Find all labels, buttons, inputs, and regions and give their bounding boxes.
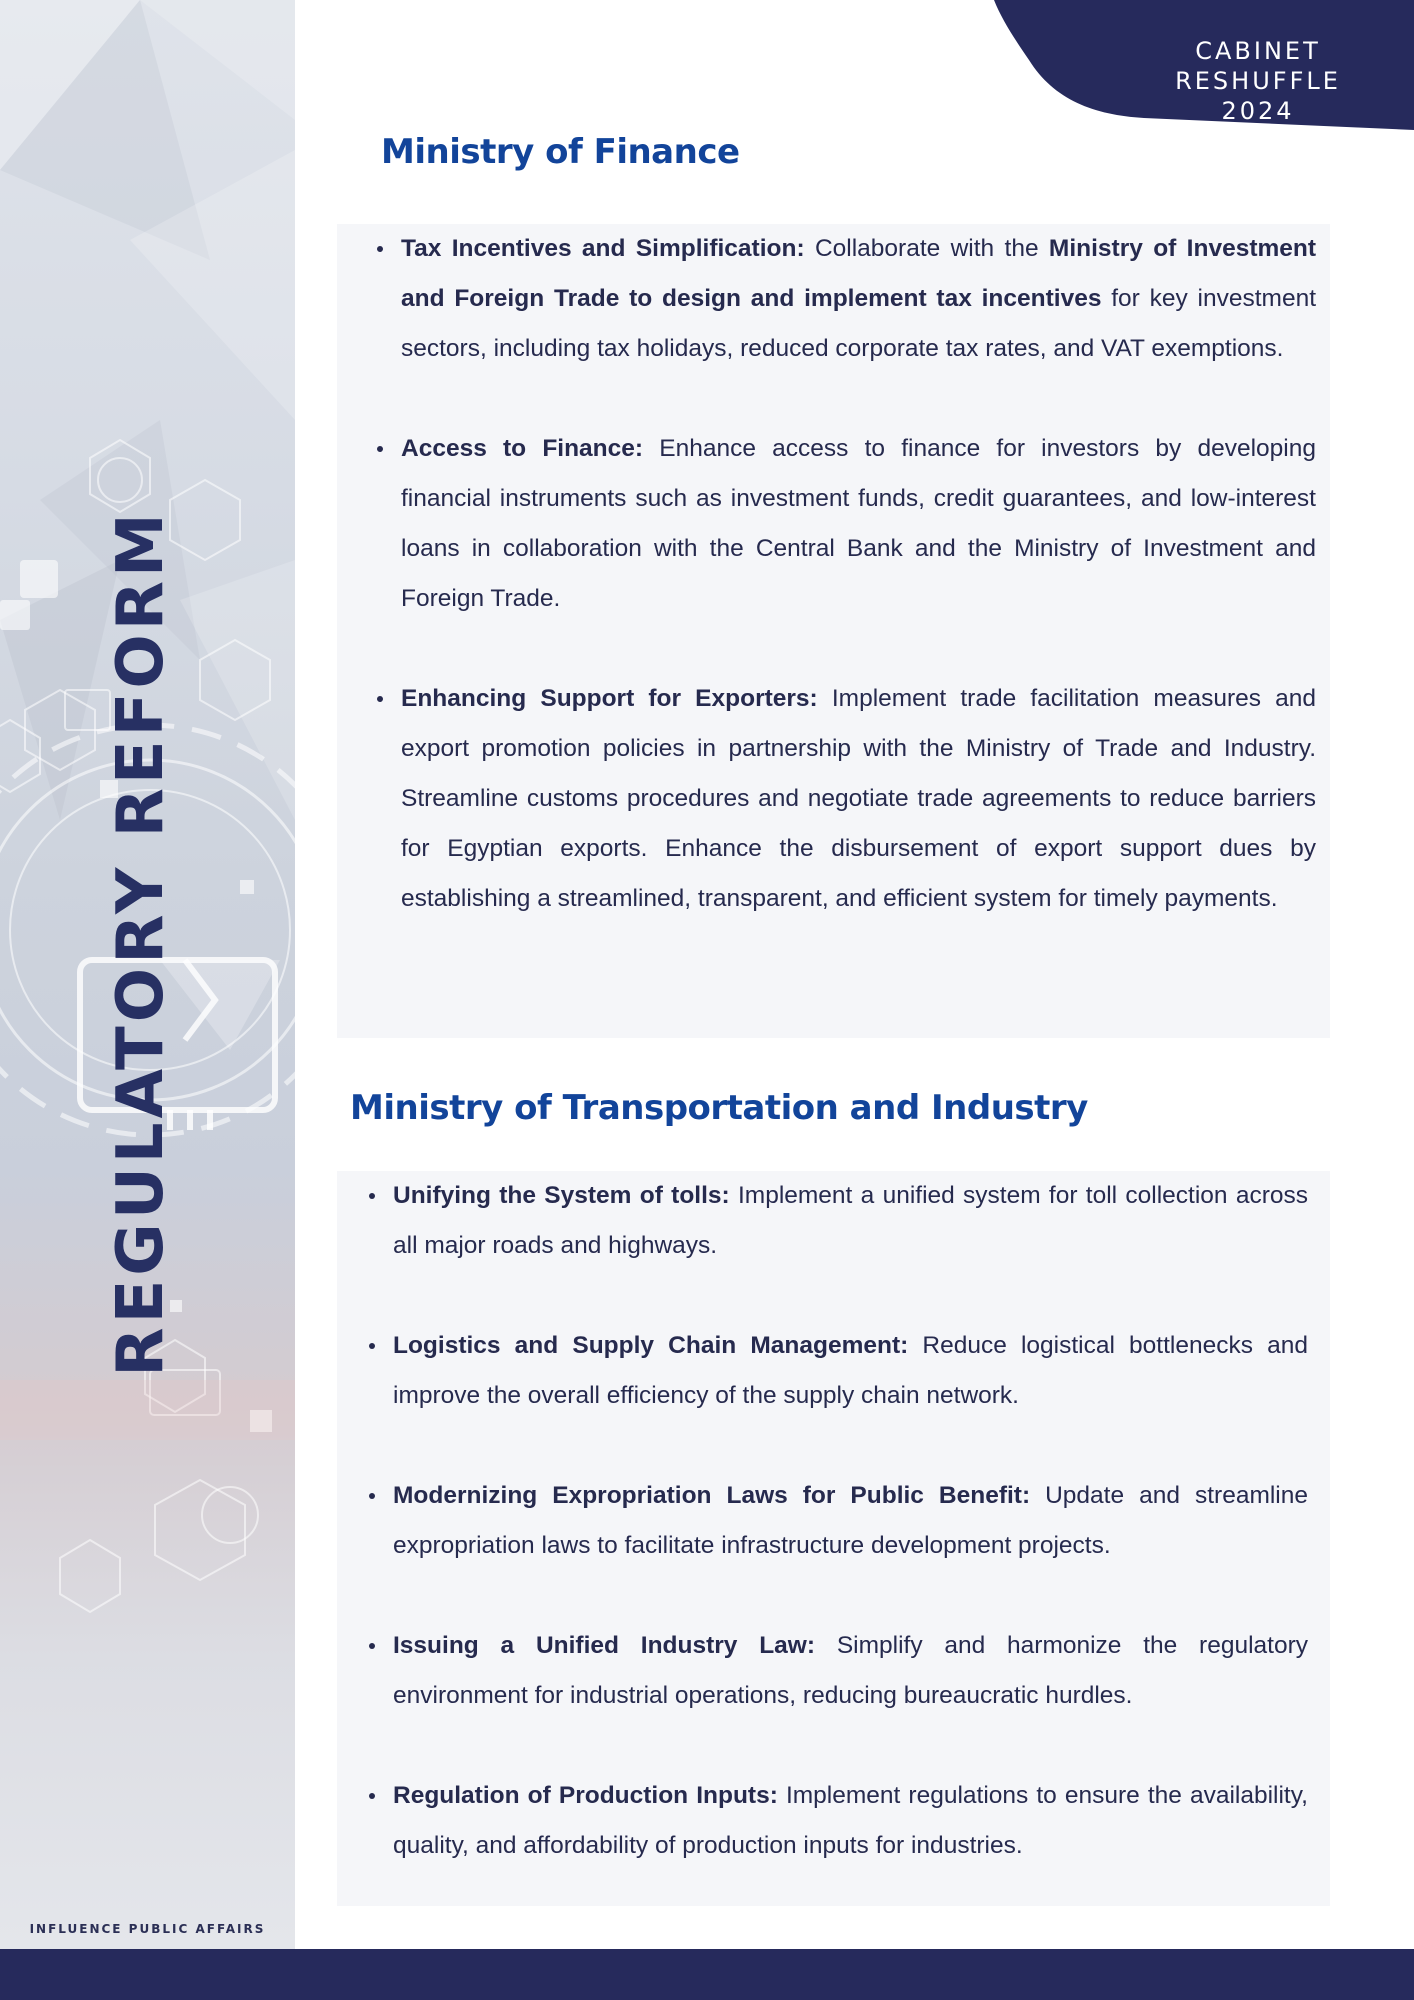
corner-banner-text xyxy=(1128,36,1388,126)
list-item-tax-incentives xyxy=(401,224,1316,374)
section-title-finance: Ministry of Finance xyxy=(381,132,740,172)
item-text: Implement regulations to ensure the availability, quality, and affordability of production inputs for industries. xyxy=(393,1782,1308,1859)
finance-list xyxy=(401,224,1316,924)
list-item-exporters-support xyxy=(401,674,1316,924)
item-text: Enhance access to finance for investors by developing financial instruments such as investment funds, credit guarantees, and low-interest loans in collaboration with the Central Bank and the Ministry of Investment and Foreign Trade. xyxy=(401,435,1316,612)
item-heading: Tax Incentives and Simplification: xyxy=(401,235,805,262)
list-item-expropriation-laws xyxy=(393,1471,1308,1571)
item-heading: Regulation of Production Inputs: xyxy=(393,1782,778,1809)
item-heading: Modernizing Expropriation Laws for Public Benefit: xyxy=(393,1482,1031,1509)
item-heading: Access to Finance: xyxy=(401,435,644,462)
item-text: Simplify and harmonize the regulatory environment for industrial operations, reducing bureaucratic hurdles. xyxy=(393,1632,1309,1709)
item-text: Reduce logistical bottlenecks and improve the overall efficiency of the supply chain network. xyxy=(393,1332,1308,1409)
footer-band xyxy=(0,1949,1414,2000)
list-item-tolls xyxy=(393,1171,1308,1271)
item-heading: Logistics and Supply Chain Management: xyxy=(393,1332,909,1359)
item-text: for key investment sectors, including tax holidays, reduced corporate tax rates, and VAT exemptions. xyxy=(401,285,1316,362)
transportation-list xyxy=(393,1171,1308,1871)
item-text: Implement a unified system for toll collection across all major roads and highways. xyxy=(393,1182,1308,1259)
sidebar-banner xyxy=(0,0,295,1950)
list-item-logistics xyxy=(393,1321,1308,1421)
section-title-transportation: Ministry of Transportation and Industry xyxy=(350,1088,1088,1128)
item-heading: Issuing a Unified Industry Law: xyxy=(393,1632,816,1659)
item-bold-text: Ministry of Investment and Foreign Trade to design and implement tax incentives xyxy=(401,235,1317,312)
list-item-industry-law xyxy=(393,1621,1308,1721)
item-heading: Unifying the System of tolls: xyxy=(393,1182,730,1209)
transportation-panel xyxy=(337,1171,1330,1906)
item-text: Update and streamline expropriation laws to facilitate infrastructure development projects. xyxy=(393,1482,1308,1559)
item-text: Implement trade facilitation measures and export promotion policies in partnership with the Ministry of Trade and Industry. Streamline customs procedures and negotiate trade agreements to reduce barriers for Egyptian exports. Enhance the disbursement of export support dues by establishing a streamlined, transparent, and efficient system for timely payments. xyxy=(401,685,1316,912)
list-item-production-inputs xyxy=(393,1771,1308,1871)
corner-banner-year: 2024 xyxy=(1221,97,1295,125)
item-text: Collaborate with the xyxy=(804,235,1049,262)
vertical-title: REGULATORY REFORM xyxy=(104,509,178,1377)
list-item-access-to-finance xyxy=(401,424,1316,624)
corner-banner-line1: CABINET RESHUFFLE xyxy=(1175,37,1341,95)
finance-panel xyxy=(337,224,1330,1038)
item-heading: Enhancing Support for Exporters: xyxy=(401,685,818,712)
organization-name: INFLUENCE PUBLIC AFFAIRS xyxy=(29,1922,266,1936)
